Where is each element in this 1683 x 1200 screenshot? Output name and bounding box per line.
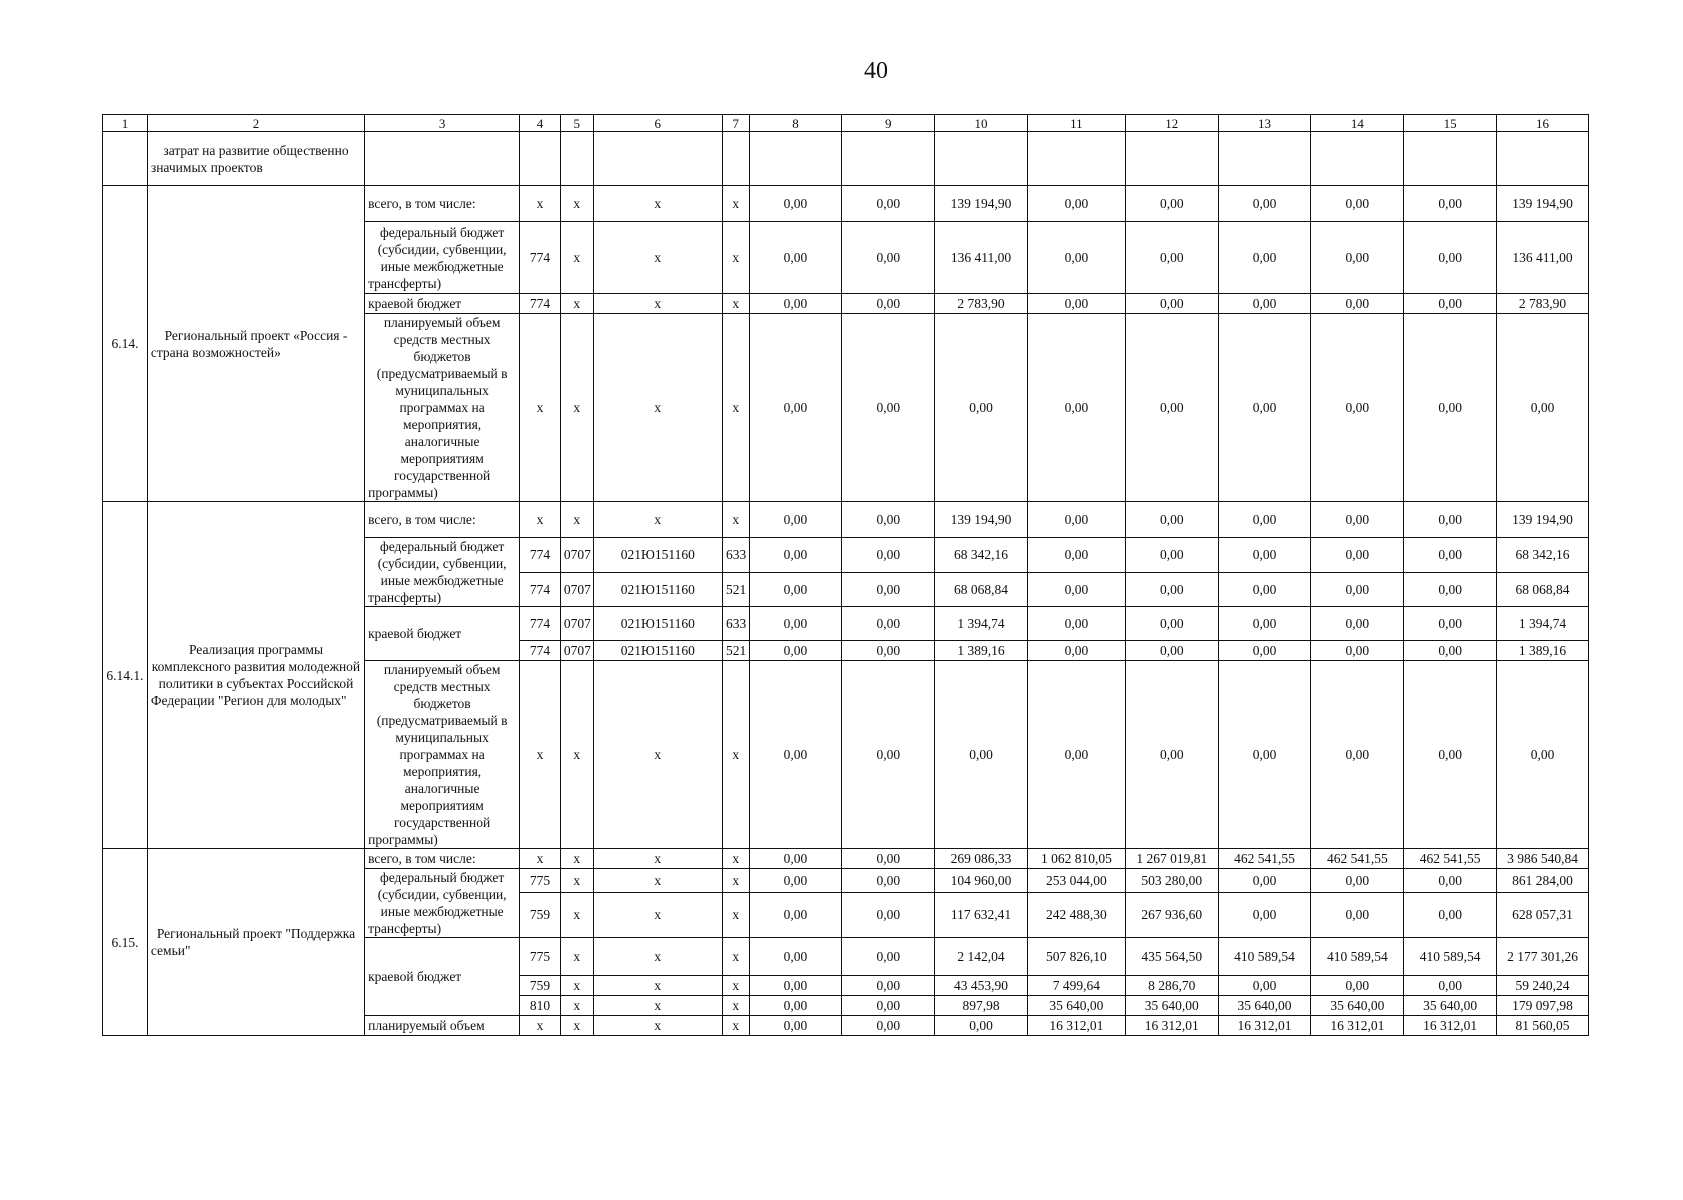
cell-col-15: 0,00 [1404, 892, 1497, 937]
cell-col-11: 35 640,00 [1027, 996, 1125, 1016]
cell-col-12: 0,00 [1125, 294, 1218, 314]
cell-col-9 [842, 132, 935, 186]
column-number-11: 11 [1027, 115, 1125, 132]
cell-col-9: 0,00 [842, 186, 935, 222]
cell-col-4: 774 [520, 294, 561, 314]
cell-col-4: x [520, 849, 561, 869]
cell-col-15: 0,00 [1404, 502, 1497, 538]
cell-col-6: 021Ю151160 [593, 607, 723, 641]
cell-col-13: 0,00 [1218, 186, 1311, 222]
cell-col-3 [365, 132, 520, 186]
funding-source-label: краевой бюджет [365, 938, 520, 1016]
cell-col-15: 462 541,55 [1404, 849, 1497, 869]
cell-col-4: 775 [520, 938, 561, 976]
cell-col-15: 0,00 [1404, 607, 1497, 641]
cell-col-11: 242 488,30 [1027, 892, 1125, 937]
cell-col-13: 0,00 [1218, 572, 1311, 607]
cell-col-7: x [723, 1016, 750, 1036]
cell-col-8: 0,00 [749, 314, 842, 502]
measure-name: Региональный проект «Россия - страна возможностей» [147, 186, 364, 502]
cell-col-15: 0,00 [1404, 641, 1497, 661]
cell-col-14: 0,00 [1311, 641, 1404, 661]
cell-col-16: 2 783,90 [1497, 294, 1589, 314]
cell-col-12: 8 286,70 [1125, 976, 1218, 996]
cell-col-7: x [723, 892, 750, 937]
cell-col-5: x [560, 294, 593, 314]
cell-col-8: 0,00 [749, 502, 842, 538]
cell-col-15: 0,00 [1404, 869, 1497, 893]
cell-col-4: x [520, 661, 561, 849]
cell-col-16: 0,00 [1497, 661, 1589, 849]
cell-col-7: x [723, 661, 750, 849]
cell-col-4: 774 [520, 607, 561, 641]
column-number-4: 4 [520, 115, 561, 132]
cell-col-7: x [723, 186, 750, 222]
cell-col-10 [935, 132, 1028, 186]
row-number [103, 132, 148, 186]
cell-col-9: 0,00 [842, 661, 935, 849]
cell-col-7: x [723, 502, 750, 538]
cell-col-6: x [593, 314, 723, 502]
cell-col-14: 0,00 [1311, 869, 1404, 893]
cell-col-8: 0,00 [749, 869, 842, 893]
cell-col-8: 0,00 [749, 938, 842, 976]
cell-col-12 [1125, 132, 1218, 186]
cell-col-12: 0,00 [1125, 314, 1218, 502]
cell-col-9: 0,00 [842, 996, 935, 1016]
cell-col-6: x [593, 869, 723, 893]
cell-col-10: 136 411,00 [935, 222, 1028, 294]
cell-col-12: 1 267 019,81 [1125, 849, 1218, 869]
funding-source-label: федеральный бюджет (субсидии, субвенции, иные межбюджетные трансферты) [365, 869, 520, 938]
cell-col-4: 759 [520, 892, 561, 937]
cell-col-8: 0,00 [749, 661, 842, 849]
cell-col-16: 139 194,90 [1497, 186, 1589, 222]
cell-col-10: 269 086,33 [935, 849, 1028, 869]
cell-col-5: x [560, 222, 593, 294]
table-row [103, 502, 1589, 538]
cell-col-9: 0,00 [842, 502, 935, 538]
cell-col-12: 503 280,00 [1125, 869, 1218, 893]
cell-col-9: 0,00 [842, 314, 935, 502]
cell-col-5: x [560, 892, 593, 937]
cell-col-10: 2 142,04 [935, 938, 1028, 976]
cell-col-16: 136 411,00 [1497, 222, 1589, 294]
cell-col-15: 0,00 [1404, 538, 1497, 573]
cell-col-5: x [560, 661, 593, 849]
funding-source-label: краевой бюджет [365, 607, 520, 661]
cell-col-14: 0,00 [1311, 294, 1404, 314]
cell-col-15: 0,00 [1404, 314, 1497, 502]
cell-col-6: x [593, 938, 723, 976]
table-row [103, 849, 1589, 869]
cell-col-13: 16 312,01 [1218, 1016, 1311, 1036]
cell-col-13: 0,00 [1218, 294, 1311, 314]
cell-col-7: x [723, 869, 750, 893]
row-number: 6.15. [103, 849, 148, 1036]
cell-col-16: 1 394,74 [1497, 607, 1589, 641]
cell-col-8: 0,00 [749, 186, 842, 222]
cell-col-15: 0,00 [1404, 976, 1497, 996]
cell-col-11: 0,00 [1027, 572, 1125, 607]
column-number-6: 6 [593, 115, 723, 132]
budget-table [102, 114, 1589, 1036]
cell-col-13: 0,00 [1218, 502, 1311, 538]
cell-col-11: 0,00 [1027, 607, 1125, 641]
measure-name: затрат на развитие общественно значимых проектов [147, 132, 364, 186]
cell-col-8: 0,00 [749, 222, 842, 294]
cell-col-10: 897,98 [935, 996, 1028, 1016]
cell-col-8: 0,00 [749, 538, 842, 573]
cell-col-11: 0,00 [1027, 294, 1125, 314]
cell-col-14: 0,00 [1311, 607, 1404, 641]
cell-col-10: 0,00 [935, 661, 1028, 849]
cell-col-7: 521 [723, 641, 750, 661]
cell-col-5: x [560, 938, 593, 976]
cell-col-8: 0,00 [749, 996, 842, 1016]
cell-col-8: 0,00 [749, 572, 842, 607]
cell-col-14: 0,00 [1311, 976, 1404, 996]
cell-col-5: 0707 [560, 538, 593, 573]
page-number: 40 [864, 58, 888, 84]
cell-col-11: 0,00 [1027, 641, 1125, 661]
column-number-8: 8 [749, 115, 842, 132]
cell-col-12: 0,00 [1125, 572, 1218, 607]
cell-col-11: 1 062 810,05 [1027, 849, 1125, 869]
cell-col-8: 0,00 [749, 892, 842, 937]
column-number-2: 2 [147, 115, 364, 132]
cell-col-13: 0,00 [1218, 314, 1311, 502]
header-row [103, 115, 1589, 132]
column-number-5: 5 [560, 115, 593, 132]
cell-col-15: 0,00 [1404, 186, 1497, 222]
cell-col-7: x [723, 938, 750, 976]
cell-col-4: 775 [520, 869, 561, 893]
cell-col-14: 0,00 [1311, 186, 1404, 222]
cell-col-4: x [520, 1016, 561, 1036]
cell-col-14: 0,00 [1311, 538, 1404, 573]
cell-col-15: 0,00 [1404, 572, 1497, 607]
table-row [103, 186, 1589, 222]
cell-col-16: 59 240,24 [1497, 976, 1589, 996]
cell-col-12: 0,00 [1125, 538, 1218, 573]
cell-col-10: 68 342,16 [935, 538, 1028, 573]
cell-col-13: 0,00 [1218, 607, 1311, 641]
cell-col-10: 1 394,74 [935, 607, 1028, 641]
cell-col-16: 861 284,00 [1497, 869, 1589, 893]
cell-col-12: 16 312,01 [1125, 1016, 1218, 1036]
cell-col-16: 2 177 301,26 [1497, 938, 1589, 976]
funding-source-label: планируемый объем средств местных бюджетов (предусматриваемый в муниципальных программах на мероприятия, аналогичные мероприятиям государственной программы) [365, 314, 520, 502]
cell-col-9: 0,00 [842, 538, 935, 573]
funding-source-label: планируемый объем средств местных бюджетов (предусматриваемый в муниципальных программах на мероприятия, аналогичные мероприятиям государственной программы) [365, 661, 520, 849]
cell-col-12: 0,00 [1125, 607, 1218, 641]
cell-col-12: 0,00 [1125, 186, 1218, 222]
column-number-1: 1 [103, 115, 148, 132]
cell-col-16: 68 068,84 [1497, 572, 1589, 607]
cell-col-5: 0707 [560, 641, 593, 661]
cell-col-10: 117 632,41 [935, 892, 1028, 937]
cell-col-6: x [593, 502, 723, 538]
cell-col-13: 0,00 [1218, 641, 1311, 661]
cell-col-12: 0,00 [1125, 222, 1218, 294]
cell-col-8: 0,00 [749, 976, 842, 996]
cell-col-11: 16 312,01 [1027, 1016, 1125, 1036]
cell-col-5: 0707 [560, 607, 593, 641]
funding-source-label: федеральный бюджет (субсидии, субвенции, иные межбюджетные трансферты) [365, 222, 520, 294]
cell-col-11: 0,00 [1027, 502, 1125, 538]
cell-col-15: 35 640,00 [1404, 996, 1497, 1016]
cell-col-13: 0,00 [1218, 976, 1311, 996]
continuation-row [103, 132, 1589, 186]
cell-col-11: 0,00 [1027, 661, 1125, 849]
cell-col-14: 0,00 [1311, 314, 1404, 502]
cell-col-13: 0,00 [1218, 538, 1311, 573]
cell-col-13: 0,00 [1218, 661, 1311, 849]
cell-col-15: 0,00 [1404, 661, 1497, 849]
cell-col-6: x [593, 976, 723, 996]
cell-col-14: 0,00 [1311, 661, 1404, 849]
cell-col-10: 104 960,00 [935, 869, 1028, 893]
cell-col-16 [1497, 132, 1589, 186]
column-number-14: 14 [1311, 115, 1404, 132]
cell-col-13: 0,00 [1218, 869, 1311, 893]
cell-col-16: 3 986 540,84 [1497, 849, 1589, 869]
funding-source-label: краевой бюджет [365, 294, 520, 314]
cell-col-13: 0,00 [1218, 892, 1311, 937]
row-number: 6.14.1. [103, 502, 148, 849]
cell-col-7: 521 [723, 572, 750, 607]
cell-col-6: x [593, 294, 723, 314]
cell-col-6 [593, 132, 723, 186]
cell-col-9: 0,00 [842, 294, 935, 314]
column-number-3: 3 [365, 115, 520, 132]
cell-col-11 [1027, 132, 1125, 186]
cell-col-10: 1 389,16 [935, 641, 1028, 661]
cell-col-4: 810 [520, 996, 561, 1016]
cell-col-10: 0,00 [935, 1016, 1028, 1036]
cell-col-6: 021Ю151160 [593, 538, 723, 573]
cell-col-11: 7 499,64 [1027, 976, 1125, 996]
cell-col-10: 43 453,90 [935, 976, 1028, 996]
column-number-9: 9 [842, 115, 935, 132]
cell-col-4 [520, 132, 561, 186]
cell-col-16: 628 057,31 [1497, 892, 1589, 937]
cell-col-15: 0,00 [1404, 222, 1497, 294]
cell-col-13 [1218, 132, 1311, 186]
cell-col-7: x [723, 314, 750, 502]
cell-col-9: 0,00 [842, 641, 935, 661]
cell-col-15: 410 589,54 [1404, 938, 1497, 976]
cell-col-6: x [593, 892, 723, 937]
cell-col-8: 0,00 [749, 1016, 842, 1036]
cell-col-8: 0,00 [749, 294, 842, 314]
cell-col-11: 507 826,10 [1027, 938, 1125, 976]
cell-col-9: 0,00 [842, 869, 935, 893]
cell-col-14: 0,00 [1311, 892, 1404, 937]
cell-col-4: x [520, 314, 561, 502]
cell-col-15: 16 312,01 [1404, 1016, 1497, 1036]
cell-col-5: x [560, 869, 593, 893]
cell-col-12: 435 564,50 [1125, 938, 1218, 976]
cell-col-9: 0,00 [842, 572, 935, 607]
cell-col-14 [1311, 132, 1404, 186]
cell-col-5: x [560, 976, 593, 996]
cell-col-6: x [593, 186, 723, 222]
cell-col-4: 774 [520, 538, 561, 573]
cell-col-9: 0,00 [842, 938, 935, 976]
cell-col-4: 759 [520, 976, 561, 996]
cell-col-14: 0,00 [1311, 222, 1404, 294]
cell-col-10: 0,00 [935, 314, 1028, 502]
column-number-10: 10 [935, 115, 1028, 132]
cell-col-11: 0,00 [1027, 538, 1125, 573]
funding-source-label: всего, в том числе: [365, 502, 520, 538]
cell-col-13: 410 589,54 [1218, 938, 1311, 976]
cell-col-7: 633 [723, 607, 750, 641]
cell-col-9: 0,00 [842, 222, 935, 294]
cell-col-5: x [560, 314, 593, 502]
cell-col-8: 0,00 [749, 849, 842, 869]
column-number-15: 15 [1404, 115, 1497, 132]
cell-col-16: 0,00 [1497, 314, 1589, 502]
cell-col-4: x [520, 186, 561, 222]
cell-col-11: 253 044,00 [1027, 869, 1125, 893]
cell-col-16: 1 389,16 [1497, 641, 1589, 661]
cell-col-10: 139 194,90 [935, 186, 1028, 222]
cell-col-11: 0,00 [1027, 186, 1125, 222]
funding-source-label: всего, в том числе: [365, 849, 520, 869]
cell-col-11: 0,00 [1027, 222, 1125, 294]
cell-col-12: 267 936,60 [1125, 892, 1218, 937]
column-number-13: 13 [1218, 115, 1311, 132]
cell-col-6: 021Ю151160 [593, 572, 723, 607]
cell-col-6: x [593, 222, 723, 294]
cell-col-11: 0,00 [1027, 314, 1125, 502]
cell-col-7 [723, 132, 750, 186]
cell-col-12: 0,00 [1125, 641, 1218, 661]
cell-col-5: x [560, 996, 593, 1016]
cell-col-12: 0,00 [1125, 502, 1218, 538]
measure-name: Реализация программы комплексного развития молодежной политики в субъектах Российской Федерации "Регион для молодых" [147, 502, 364, 849]
cell-col-5: 0707 [560, 572, 593, 607]
cell-col-7: x [723, 222, 750, 294]
funding-source-label: планируемый объем [365, 1016, 520, 1036]
cell-col-8: 0,00 [749, 641, 842, 661]
measure-name: Региональный проект "Поддержка семьи" [147, 849, 364, 1036]
cell-col-5: x [560, 186, 593, 222]
cell-col-6: 021Ю151160 [593, 641, 723, 661]
cell-col-8: 0,00 [749, 607, 842, 641]
cell-col-10: 68 068,84 [935, 572, 1028, 607]
cell-col-7: x [723, 996, 750, 1016]
cell-col-6: x [593, 1016, 723, 1036]
cell-col-12: 35 640,00 [1125, 996, 1218, 1016]
cell-col-5: x [560, 1016, 593, 1036]
cell-col-6: x [593, 661, 723, 849]
cell-col-16: 139 194,90 [1497, 502, 1589, 538]
cell-col-8 [749, 132, 842, 186]
cell-col-10: 2 783,90 [935, 294, 1028, 314]
cell-col-14: 410 589,54 [1311, 938, 1404, 976]
cell-col-14: 0,00 [1311, 572, 1404, 607]
cell-col-4: 774 [520, 641, 561, 661]
cell-col-13: 462 541,55 [1218, 849, 1311, 869]
cell-col-6: x [593, 849, 723, 869]
column-number-12: 12 [1125, 115, 1218, 132]
cell-col-9: 0,00 [842, 976, 935, 996]
cell-col-16: 179 097,98 [1497, 996, 1589, 1016]
funding-source-label: федеральный бюджет (субсидии, субвенции, иные межбюджетные трансферты) [365, 538, 520, 607]
cell-col-4: 774 [520, 222, 561, 294]
column-number-16: 16 [1497, 115, 1589, 132]
cell-col-10: 139 194,90 [935, 502, 1028, 538]
funding-source-label: всего, в том числе: [365, 186, 520, 222]
cell-col-14: 0,00 [1311, 502, 1404, 538]
cell-col-5: x [560, 502, 593, 538]
cell-col-9: 0,00 [842, 849, 935, 869]
cell-col-16: 81 560,05 [1497, 1016, 1589, 1036]
cell-col-14: 35 640,00 [1311, 996, 1404, 1016]
cell-col-5 [560, 132, 593, 186]
cell-col-16: 68 342,16 [1497, 538, 1589, 573]
cell-col-14: 16 312,01 [1311, 1016, 1404, 1036]
column-number-7: 7 [723, 115, 750, 132]
cell-col-7: x [723, 294, 750, 314]
cell-col-6: x [593, 996, 723, 1016]
cell-col-15 [1404, 132, 1497, 186]
cell-col-12: 0,00 [1125, 661, 1218, 849]
cell-col-9: 0,00 [842, 892, 935, 937]
cell-col-4: x [520, 502, 561, 538]
cell-col-15: 0,00 [1404, 294, 1497, 314]
cell-col-7: x [723, 976, 750, 996]
cell-col-7: x [723, 849, 750, 869]
cell-col-13: 0,00 [1218, 222, 1311, 294]
cell-col-7: 633 [723, 538, 750, 573]
cell-col-4: 774 [520, 572, 561, 607]
row-number: 6.14. [103, 186, 148, 502]
cell-col-9: 0,00 [842, 607, 935, 641]
cell-col-14: 462 541,55 [1311, 849, 1404, 869]
cell-col-5: x [560, 849, 593, 869]
cell-col-9: 0,00 [842, 1016, 935, 1036]
cell-col-13: 35 640,00 [1218, 996, 1311, 1016]
